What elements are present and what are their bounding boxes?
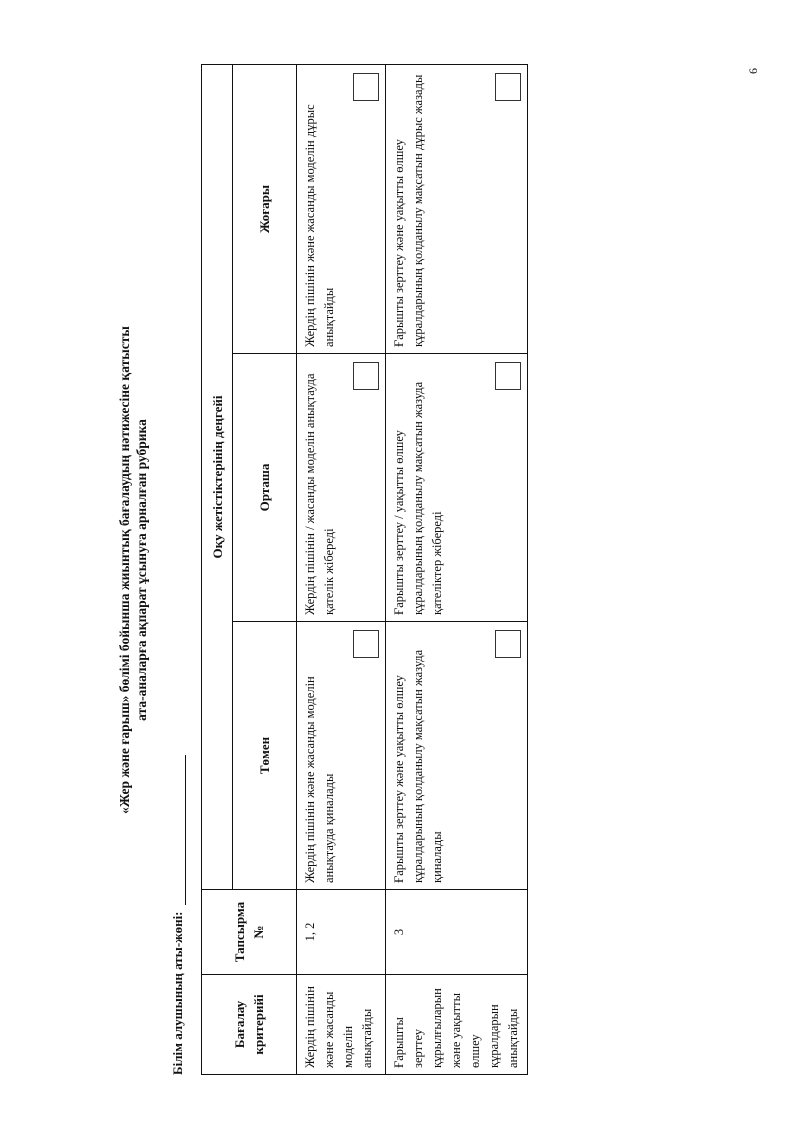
- criteria-header: Бағалау критерийі: [202, 975, 297, 1075]
- level-high-checkbox[interactable]: [495, 73, 521, 101]
- level-mid-text: Жердің пішінін / жасанды моделін анықтауда қателік жібереді: [303, 373, 336, 615]
- level-high-checkbox[interactable]: [353, 73, 379, 101]
- task-number-cell: 1, 2: [297, 890, 386, 975]
- criterion-cell: Ғарышты зерттеу құрылғыларын және уақытты өлшеу құралдарын анықтайды: [386, 975, 528, 1075]
- task-number-cell: 3: [386, 890, 528, 975]
- level-high-cell: [386, 65, 528, 354]
- rubric-table: [201, 64, 528, 1075]
- level-low-cell: [386, 622, 528, 890]
- level-high-text: Ғарышты зерттеу және уақытты өлшеу құралдарының қолданылу мақсатын дұрыс жазады: [392, 74, 425, 347]
- table-row: [386, 65, 528, 1075]
- level-low-text: Ғарышты зерттеу және уақытты өлшеу құралдарының қолданылу мақсатын жазуда қиналады: [392, 649, 444, 883]
- level-high-header: Жоғары: [233, 65, 297, 354]
- level-high-cell: [297, 65, 386, 354]
- level-mid-text: Ғарышты зерттеу / уақытты өлшеу құралдарының қолданылу мақсатын жазуда қателіктер жібереді: [392, 381, 444, 615]
- level-low-cell: [297, 622, 386, 890]
- level-high-text: Жердің пішінін және жасанды моделін дұрыс анықтайды: [303, 104, 336, 347]
- table-row: [297, 65, 386, 1075]
- student-name-blank[interactable]: [173, 755, 186, 905]
- page-number: 6: [746, 68, 760, 74]
- title-line-2: ата-аналарға ақпарат ұсынуға арналған рубрика: [134, 419, 149, 721]
- level-mid-cell: [297, 354, 386, 622]
- levels-header: Оқу жетістіктерінің деңгейі: [202, 65, 233, 890]
- rotated-page-content: [112, 65, 520, 1075]
- criterion-cell: Жердің пішінін және жасанды моделін анықтайды: [297, 975, 386, 1075]
- level-low-checkbox[interactable]: [495, 630, 521, 658]
- student-name-label: Білім алушының аты-жөні:: [170, 911, 185, 1075]
- level-mid-cell: [386, 354, 528, 622]
- level-low-checkbox[interactable]: [353, 630, 379, 658]
- level-mid-header: Орташа: [233, 354, 297, 622]
- level-mid-checkbox[interactable]: [495, 362, 521, 390]
- title-line-1: «Жер және ғарыш» бөлімі бойынша жиынтық бағалаудың нәтижесіне қатысты: [117, 326, 132, 814]
- level-mid-checkbox[interactable]: [353, 362, 379, 390]
- student-name-line: [170, 65, 186, 1075]
- level-low-text: Жердің пішінін және жасанды моделін анықтауда қиналады: [303, 676, 336, 883]
- task-header: Тапсырма №: [202, 890, 297, 975]
- document-title: [112, 65, 150, 1075]
- level-low-header: Төмен: [233, 622, 297, 890]
